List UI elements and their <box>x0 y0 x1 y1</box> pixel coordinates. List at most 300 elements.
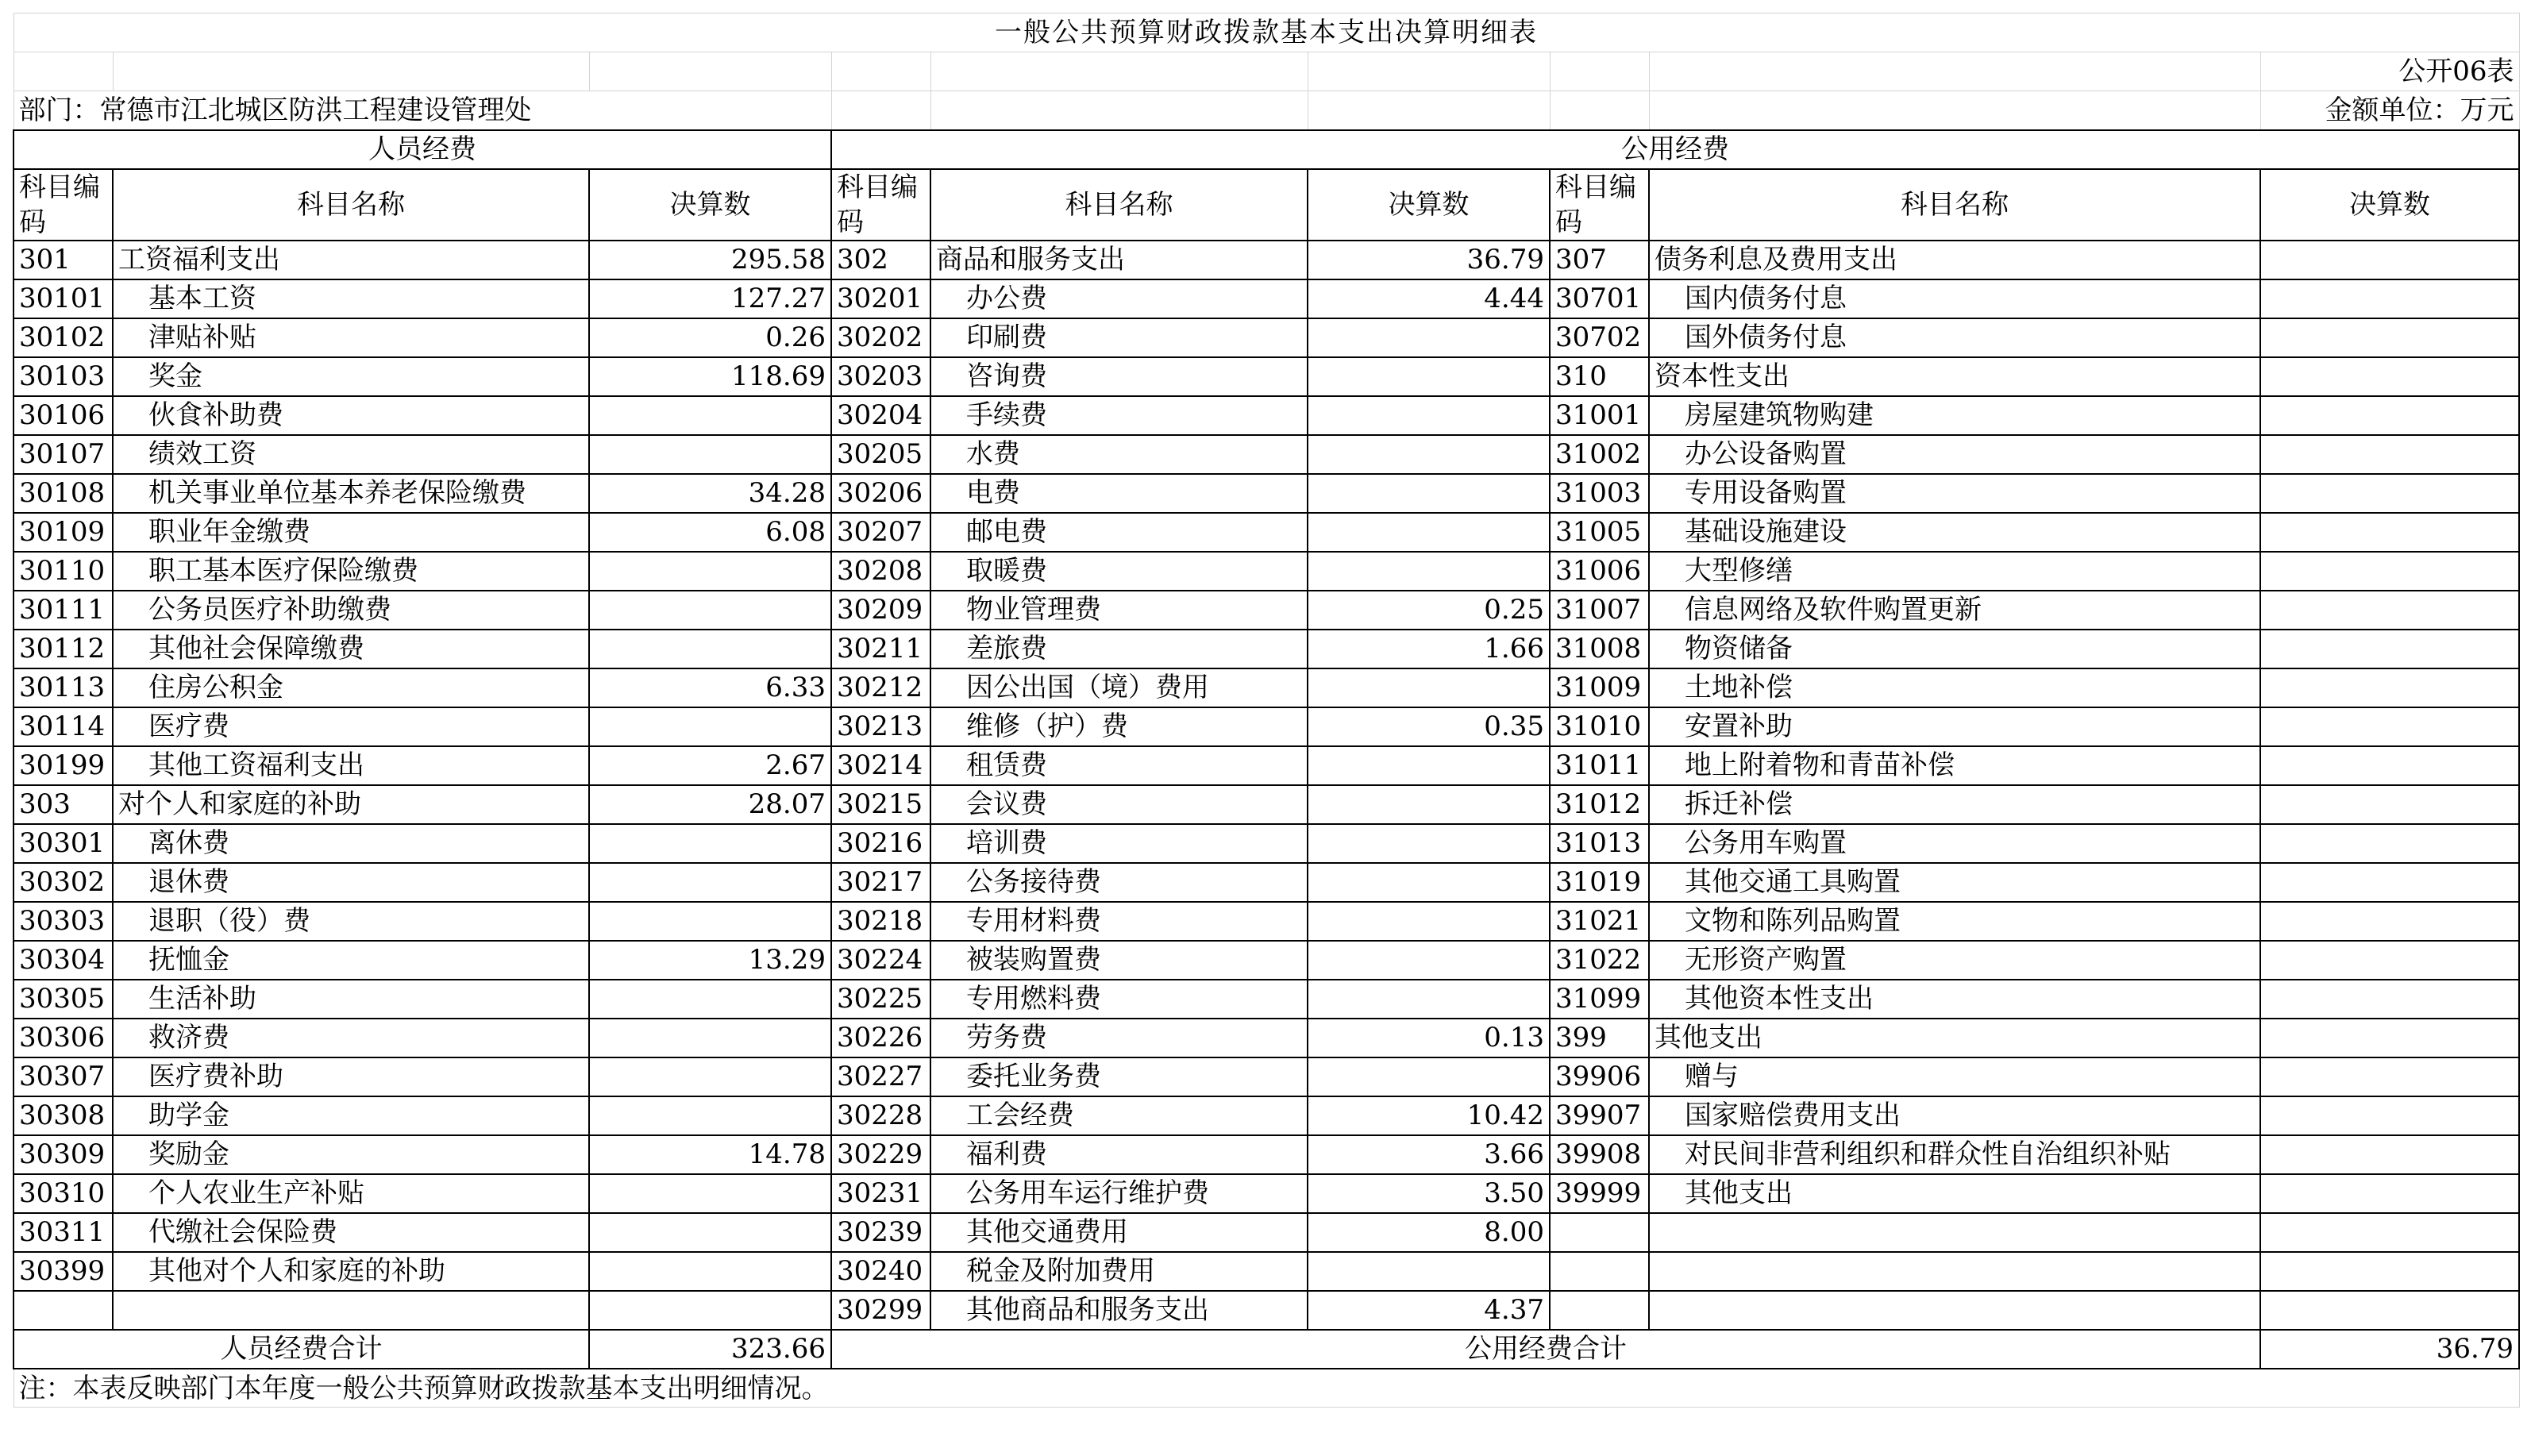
cell-code: 30112 <box>13 630 113 668</box>
table-row <box>13 474 2519 513</box>
cell-amount <box>2260 435 2519 474</box>
cell-code: 30111 <box>13 591 113 630</box>
cell-amount <box>1308 474 1550 513</box>
personnel-total-label: 人员经费合计 <box>13 1330 589 1369</box>
cell-amount <box>2260 824 2519 863</box>
cell-name: 咨询费 <box>930 357 1308 396</box>
cell-amount <box>2260 513 2519 552</box>
cell-amount <box>1308 396 1550 435</box>
cell-name: 职业年金缴费 <box>113 513 589 552</box>
table-row <box>13 863 2519 902</box>
cell-name: 绩效工资 <box>113 435 589 474</box>
spreadsheet <box>13 13 2518 1408</box>
cell-amount <box>1308 941 1550 980</box>
cell-code: 302 <box>831 241 930 279</box>
cell-code: 30304 <box>13 941 113 980</box>
cell-name <box>1649 1213 2260 1252</box>
cell-amount: 127.27 <box>589 279 831 318</box>
cell-name <box>1649 1252 2260 1291</box>
cell-amount <box>589 980 831 1019</box>
cell-amount: 0.25 <box>1308 591 1550 630</box>
cell-amount: 10.42 <box>1308 1096 1550 1135</box>
cell-name: 国外债务付息 <box>1649 318 2260 357</box>
cell-amount <box>2260 902 2519 941</box>
cell-amount <box>1308 513 1550 552</box>
table-row <box>13 1096 2519 1135</box>
cell-amount: 0.13 <box>1308 1019 1550 1057</box>
cell-name: 专用设备购置 <box>1649 474 2260 513</box>
cell-name: 其他支出 <box>1649 1019 2260 1057</box>
cell-code: 30215 <box>831 785 930 824</box>
cell-code: 30106 <box>13 396 113 435</box>
table-number: 公开06表 <box>2260 52 2519 91</box>
cell-name: 劳务费 <box>930 1019 1308 1057</box>
cell-amount <box>2260 785 2519 824</box>
cell-code: 31099 <box>1550 980 1649 1019</box>
table-row <box>13 591 2519 630</box>
cell-name: 水费 <box>930 435 1308 474</box>
table-row <box>13 1135 2519 1174</box>
cell-amount: 6.33 <box>589 668 831 707</box>
cell-name: 租赁费 <box>930 746 1308 785</box>
header-amount: 决算数 <box>2260 169 2519 241</box>
cell-code: 307 <box>1550 241 1649 279</box>
header-name: 科目名称 <box>930 169 1308 241</box>
cell-amount <box>589 1213 831 1252</box>
cell-amount <box>2260 668 2519 707</box>
cell-code: 31021 <box>1550 902 1649 941</box>
cell-amount <box>2260 1019 2519 1057</box>
cell-name: 因公出国（境）费用 <box>930 668 1308 707</box>
cell-code: 303 <box>13 785 113 824</box>
cell-code: 30208 <box>831 552 930 591</box>
cell-name: 地上附着物和青苗补偿 <box>1649 746 2260 785</box>
cell-code <box>1550 1252 1649 1291</box>
cell-amount: 3.50 <box>1308 1174 1550 1213</box>
table-row <box>13 1291 2519 1330</box>
header-amount: 决算数 <box>1308 169 1550 241</box>
table-row <box>13 552 2519 591</box>
cell-name: 职工基本医疗保险缴费 <box>113 552 589 591</box>
cell-amount <box>2260 279 2519 318</box>
cell-amount <box>2260 1213 2519 1252</box>
cell-name: 基本工资 <box>113 279 589 318</box>
table-note: 注：本表反映部门本年度一般公共预算财政拨款基本支出明细情况。 <box>13 1369 2519 1408</box>
cell-name: 差旅费 <box>930 630 1308 668</box>
cell-code: 39906 <box>1550 1057 1649 1096</box>
cell-name: 代缴社会保险费 <box>113 1213 589 1252</box>
cell-code <box>1550 1291 1649 1330</box>
table-row <box>13 1174 2519 1213</box>
cell-name: 退休费 <box>113 863 589 902</box>
cell-code: 30228 <box>831 1096 930 1135</box>
cell-code: 30109 <box>13 513 113 552</box>
cell-amount <box>1308 863 1550 902</box>
cell-amount <box>1308 1252 1550 1291</box>
cell-code: 39908 <box>1550 1135 1649 1174</box>
cell-code: 30114 <box>13 707 113 746</box>
cell-name: 资本性支出 <box>1649 357 2260 396</box>
cell-name: 退职（役）费 <box>113 902 589 941</box>
cell-code: 30199 <box>13 746 113 785</box>
cell-code: 31009 <box>1550 668 1649 707</box>
cell-amount <box>589 707 831 746</box>
cell-code: 30209 <box>831 591 930 630</box>
cell-amount: 0.35 <box>1308 707 1550 746</box>
cell-code: 30108 <box>13 474 113 513</box>
cell-name: 对民间非营利组织和群众性自治组织补贴 <box>1649 1135 2260 1174</box>
cell-name: 无形资产购置 <box>1649 941 2260 980</box>
cell-code: 30305 <box>13 980 113 1019</box>
cell-code: 30310 <box>13 1174 113 1213</box>
cell-amount <box>589 1174 831 1213</box>
cell-code: 30217 <box>831 863 930 902</box>
cell-amount: 28.07 <box>589 785 831 824</box>
cell-code: 31022 <box>1550 941 1649 980</box>
cell-code: 30226 <box>831 1019 930 1057</box>
cell-amount <box>1308 746 1550 785</box>
cell-code: 31019 <box>1550 863 1649 902</box>
table-row <box>13 396 2519 435</box>
cell-code <box>1550 1213 1649 1252</box>
cell-code: 31013 <box>1550 824 1649 863</box>
cell-code: 310 <box>1550 357 1649 396</box>
header-name: 科目名称 <box>113 169 589 241</box>
cell-name <box>113 1291 589 1330</box>
table-row <box>13 1213 2519 1252</box>
header-code: 科目编码 <box>831 169 930 241</box>
table-row <box>13 279 2519 318</box>
cell-amount <box>2260 1096 2519 1135</box>
cell-name: 办公设备购置 <box>1649 435 2260 474</box>
cell-amount <box>2260 474 2519 513</box>
table-row <box>13 1252 2519 1291</box>
cell-name: 其他资本性支出 <box>1649 980 2260 1019</box>
cell-code: 30204 <box>831 396 930 435</box>
cell-amount <box>589 396 831 435</box>
cell-name: 伙食补助费 <box>113 396 589 435</box>
cell-amount <box>2260 980 2519 1019</box>
cell-amount: 295.58 <box>589 241 831 279</box>
cell-code: 30103 <box>13 357 113 396</box>
cell-code: 31010 <box>1550 707 1649 746</box>
table-row <box>13 746 2519 785</box>
cell-name: 工资福利支出 <box>113 241 589 279</box>
cell-code: 31002 <box>1550 435 1649 474</box>
cell-code: 30225 <box>831 980 930 1019</box>
table-row <box>13 1057 2519 1096</box>
cell-code: 30201 <box>831 279 930 318</box>
cell-amount <box>2260 1057 2519 1096</box>
cell-code: 301 <box>13 241 113 279</box>
cell-name: 对个人和家庭的补助 <box>113 785 589 824</box>
header-code: 科目编码 <box>13 169 113 241</box>
cell-name: 安置补助 <box>1649 707 2260 746</box>
cell-code: 30214 <box>831 746 930 785</box>
public-total-label: 公用经费合计 <box>831 1330 2260 1369</box>
cell-name: 公务用车运行维护费 <box>930 1174 1308 1213</box>
cell-amount <box>589 552 831 591</box>
cell-name: 国内债务付息 <box>1649 279 2260 318</box>
cell-code: 31005 <box>1550 513 1649 552</box>
unit-label: 金额单位：万元 <box>2260 91 2519 130</box>
cell-name: 被装购置费 <box>930 941 1308 980</box>
cell-amount: 3.66 <box>1308 1135 1550 1174</box>
table-row <box>13 785 2519 824</box>
cell-code: 31006 <box>1550 552 1649 591</box>
cell-name: 离休费 <box>113 824 589 863</box>
cell-amount <box>2260 1252 2519 1291</box>
cell-code: 30309 <box>13 1135 113 1174</box>
cell-code: 30231 <box>831 1174 930 1213</box>
cell-code: 31012 <box>1550 785 1649 824</box>
cell-code: 30240 <box>831 1252 930 1291</box>
cell-amount <box>1308 902 1550 941</box>
cell-code: 30224 <box>831 941 930 980</box>
cell-code: 30203 <box>831 357 930 396</box>
cell-amount <box>1308 1057 1550 1096</box>
cell-name: 培训费 <box>930 824 1308 863</box>
cell-name: 委托业务费 <box>930 1057 1308 1096</box>
cell-code: 30205 <box>831 435 930 474</box>
cell-name: 国家赔偿费用支出 <box>1649 1096 2260 1135</box>
cell-name: 工会经费 <box>930 1096 1308 1135</box>
cell-amount <box>589 1291 831 1330</box>
cell-code: 30702 <box>1550 318 1649 357</box>
cell-name: 其他对个人和家庭的补助 <box>113 1252 589 1291</box>
department-label: 部门：常德市江北城区防洪工程建设管理处 <box>13 91 831 130</box>
cell-amount <box>1308 980 1550 1019</box>
cell-name: 公务用车购置 <box>1649 824 2260 863</box>
cell-name: 债务利息及费用支出 <box>1649 241 2260 279</box>
cell-amount: 4.37 <box>1308 1291 1550 1330</box>
cell-name: 津贴补贴 <box>113 318 589 357</box>
cell-amount <box>2260 746 2519 785</box>
cell-amount: 2.67 <box>589 746 831 785</box>
cell-name: 其他商品和服务支出 <box>930 1291 1308 1330</box>
table-row <box>13 1019 2519 1057</box>
cell-amount <box>2260 1174 2519 1213</box>
cell-amount <box>1308 785 1550 824</box>
cell-name: 其他支出 <box>1649 1174 2260 1213</box>
cell-amount <box>589 863 831 902</box>
cell-amount <box>1308 668 1550 707</box>
cell-code: 39999 <box>1550 1174 1649 1213</box>
cell-name: 机关事业单位基本养老保险缴费 <box>113 474 589 513</box>
table-row <box>13 435 2519 474</box>
cell-name: 商品和服务支出 <box>930 241 1308 279</box>
cell-code: 30218 <box>831 902 930 941</box>
table-row <box>13 357 2519 396</box>
expenditure-table <box>13 13 2520 1408</box>
cell-amount: 34.28 <box>589 474 831 513</box>
cell-amount <box>2260 941 2519 980</box>
cell-name: 奖金 <box>113 357 589 396</box>
cell-code: 30110 <box>13 552 113 591</box>
cell-name: 房屋建筑物购建 <box>1649 396 2260 435</box>
cell-name: 文物和陈列品购置 <box>1649 902 2260 941</box>
cell-name: 印刷费 <box>930 318 1308 357</box>
cell-name: 公务员医疗补助缴费 <box>113 591 589 630</box>
personnel-total-value: 323.66 <box>589 1330 831 1369</box>
cell-name: 手续费 <box>930 396 1308 435</box>
cell-amount <box>2260 552 2519 591</box>
cell-code: 30399 <box>13 1252 113 1291</box>
cell-code: 30113 <box>13 668 113 707</box>
cell-code: 30701 <box>1550 279 1649 318</box>
cell-code: 30207 <box>831 513 930 552</box>
cell-name: 办公费 <box>930 279 1308 318</box>
cell-amount <box>1308 318 1550 357</box>
cell-code: 31001 <box>1550 396 1649 435</box>
cell-amount: 118.69 <box>589 357 831 396</box>
cell-name: 其他交通工具购置 <box>1649 863 2260 902</box>
cell-amount: 8.00 <box>1308 1213 1550 1252</box>
table-row <box>13 318 2519 357</box>
cell-name: 物资储备 <box>1649 630 2260 668</box>
cell-code: 31008 <box>1550 630 1649 668</box>
cell-name: 其他交通费用 <box>930 1213 1308 1252</box>
public-total-value: 36.79 <box>2260 1330 2519 1369</box>
group-header-public: 公用经费 <box>831 130 2519 169</box>
cell-code: 31003 <box>1550 474 1649 513</box>
cell-name: 拆迁补偿 <box>1649 785 2260 824</box>
cell-amount <box>589 1019 831 1057</box>
cell-name: 医疗费补助 <box>113 1057 589 1096</box>
cell-code: 31011 <box>1550 746 1649 785</box>
table-title: 一般公共预算财政拨款基本支出决算明细表 <box>13 13 2519 52</box>
cell-amount: 13.29 <box>589 941 831 980</box>
cell-name: 生活补助 <box>113 980 589 1019</box>
table-row <box>13 513 2519 552</box>
cell-code: 30301 <box>13 824 113 863</box>
cell-amount <box>589 902 831 941</box>
cell-code: 30101 <box>13 279 113 318</box>
cell-name: 电费 <box>930 474 1308 513</box>
cell-code: 30202 <box>831 318 930 357</box>
cell-name: 奖励金 <box>113 1135 589 1174</box>
cell-amount <box>589 1096 831 1135</box>
cell-name: 维修（护）费 <box>930 707 1308 746</box>
cell-amount <box>2260 707 2519 746</box>
cell-amount <box>2260 357 2519 396</box>
cell-name: 物业管理费 <box>930 591 1308 630</box>
header-code: 科目编码 <box>1550 169 1649 241</box>
cell-amount <box>589 824 831 863</box>
cell-code: 30227 <box>831 1057 930 1096</box>
table-row <box>13 941 2519 980</box>
cell-amount <box>2260 318 2519 357</box>
cell-code: 30239 <box>831 1213 930 1252</box>
cell-name: 信息网络及软件购置更新 <box>1649 591 2260 630</box>
cell-code: 39907 <box>1550 1096 1649 1135</box>
cell-amount <box>589 591 831 630</box>
cell-amount <box>589 630 831 668</box>
cell-name: 救济费 <box>113 1019 589 1057</box>
table-row <box>13 241 2519 279</box>
cell-name: 会议费 <box>930 785 1308 824</box>
table-row <box>13 980 2519 1019</box>
cell-name: 基础设施建设 <box>1649 513 2260 552</box>
cell-code: 30307 <box>13 1057 113 1096</box>
cell-name: 大型修缮 <box>1649 552 2260 591</box>
cell-code <box>13 1291 113 1330</box>
cell-code: 30216 <box>831 824 930 863</box>
cell-amount <box>589 1252 831 1291</box>
table-row <box>13 668 2519 707</box>
cell-name: 其他工资福利支出 <box>113 746 589 785</box>
cell-name: 个人农业生产补贴 <box>113 1174 589 1213</box>
table-row <box>13 707 2519 746</box>
cell-code: 399 <box>1550 1019 1649 1057</box>
cell-amount <box>2260 863 2519 902</box>
header-amount: 决算数 <box>589 169 831 241</box>
cell-code: 30212 <box>831 668 930 707</box>
table-row <box>13 630 2519 668</box>
cell-name: 取暖费 <box>930 552 1308 591</box>
group-header-personnel: 人员经费 <box>13 130 831 169</box>
cell-amount: 6.08 <box>589 513 831 552</box>
cell-code: 30308 <box>13 1096 113 1135</box>
cell-amount: 14.78 <box>589 1135 831 1174</box>
header-name: 科目名称 <box>1649 169 2260 241</box>
cell-code: 30102 <box>13 318 113 357</box>
cell-amount <box>1308 552 1550 591</box>
cell-code: 30213 <box>831 707 930 746</box>
cell-name: 福利费 <box>930 1135 1308 1174</box>
cell-amount <box>2260 1135 2519 1174</box>
cell-name: 住房公积金 <box>113 668 589 707</box>
cell-name: 税金及附加费用 <box>930 1252 1308 1291</box>
cell-name: 专用燃料费 <box>930 980 1308 1019</box>
cell-amount <box>2260 630 2519 668</box>
cell-name <box>1649 1291 2260 1330</box>
cell-amount: 0.26 <box>589 318 831 357</box>
cell-name: 专用材料费 <box>930 902 1308 941</box>
cell-amount <box>2260 241 2519 279</box>
cell-name: 其他社会保障缴费 <box>113 630 589 668</box>
cell-code: 30302 <box>13 863 113 902</box>
cell-code: 30311 <box>13 1213 113 1252</box>
cell-code: 30306 <box>13 1019 113 1057</box>
cell-code: 31007 <box>1550 591 1649 630</box>
table-row <box>13 824 2519 863</box>
cell-amount <box>589 435 831 474</box>
cell-name: 邮电费 <box>930 513 1308 552</box>
cell-name: 医疗费 <box>113 707 589 746</box>
cell-amount <box>2260 1291 2519 1330</box>
cell-amount: 1.66 <box>1308 630 1550 668</box>
cell-name: 赠与 <box>1649 1057 2260 1096</box>
cell-name: 助学金 <box>113 1096 589 1135</box>
cell-amount <box>2260 591 2519 630</box>
cell-code: 30299 <box>831 1291 930 1330</box>
cell-code: 30303 <box>13 902 113 941</box>
cell-name: 抚恤金 <box>113 941 589 980</box>
cell-code: 30107 <box>13 435 113 474</box>
cell-code: 30206 <box>831 474 930 513</box>
cell-name: 公务接待费 <box>930 863 1308 902</box>
cell-amount <box>2260 396 2519 435</box>
cell-code: 30211 <box>831 630 930 668</box>
cell-name: 土地补偿 <box>1649 668 2260 707</box>
cell-amount: 4.44 <box>1308 279 1550 318</box>
cell-amount <box>1308 357 1550 396</box>
cell-amount <box>1308 435 1550 474</box>
cell-amount <box>1308 824 1550 863</box>
cell-amount: 36.79 <box>1308 241 1550 279</box>
table-row <box>13 902 2519 941</box>
